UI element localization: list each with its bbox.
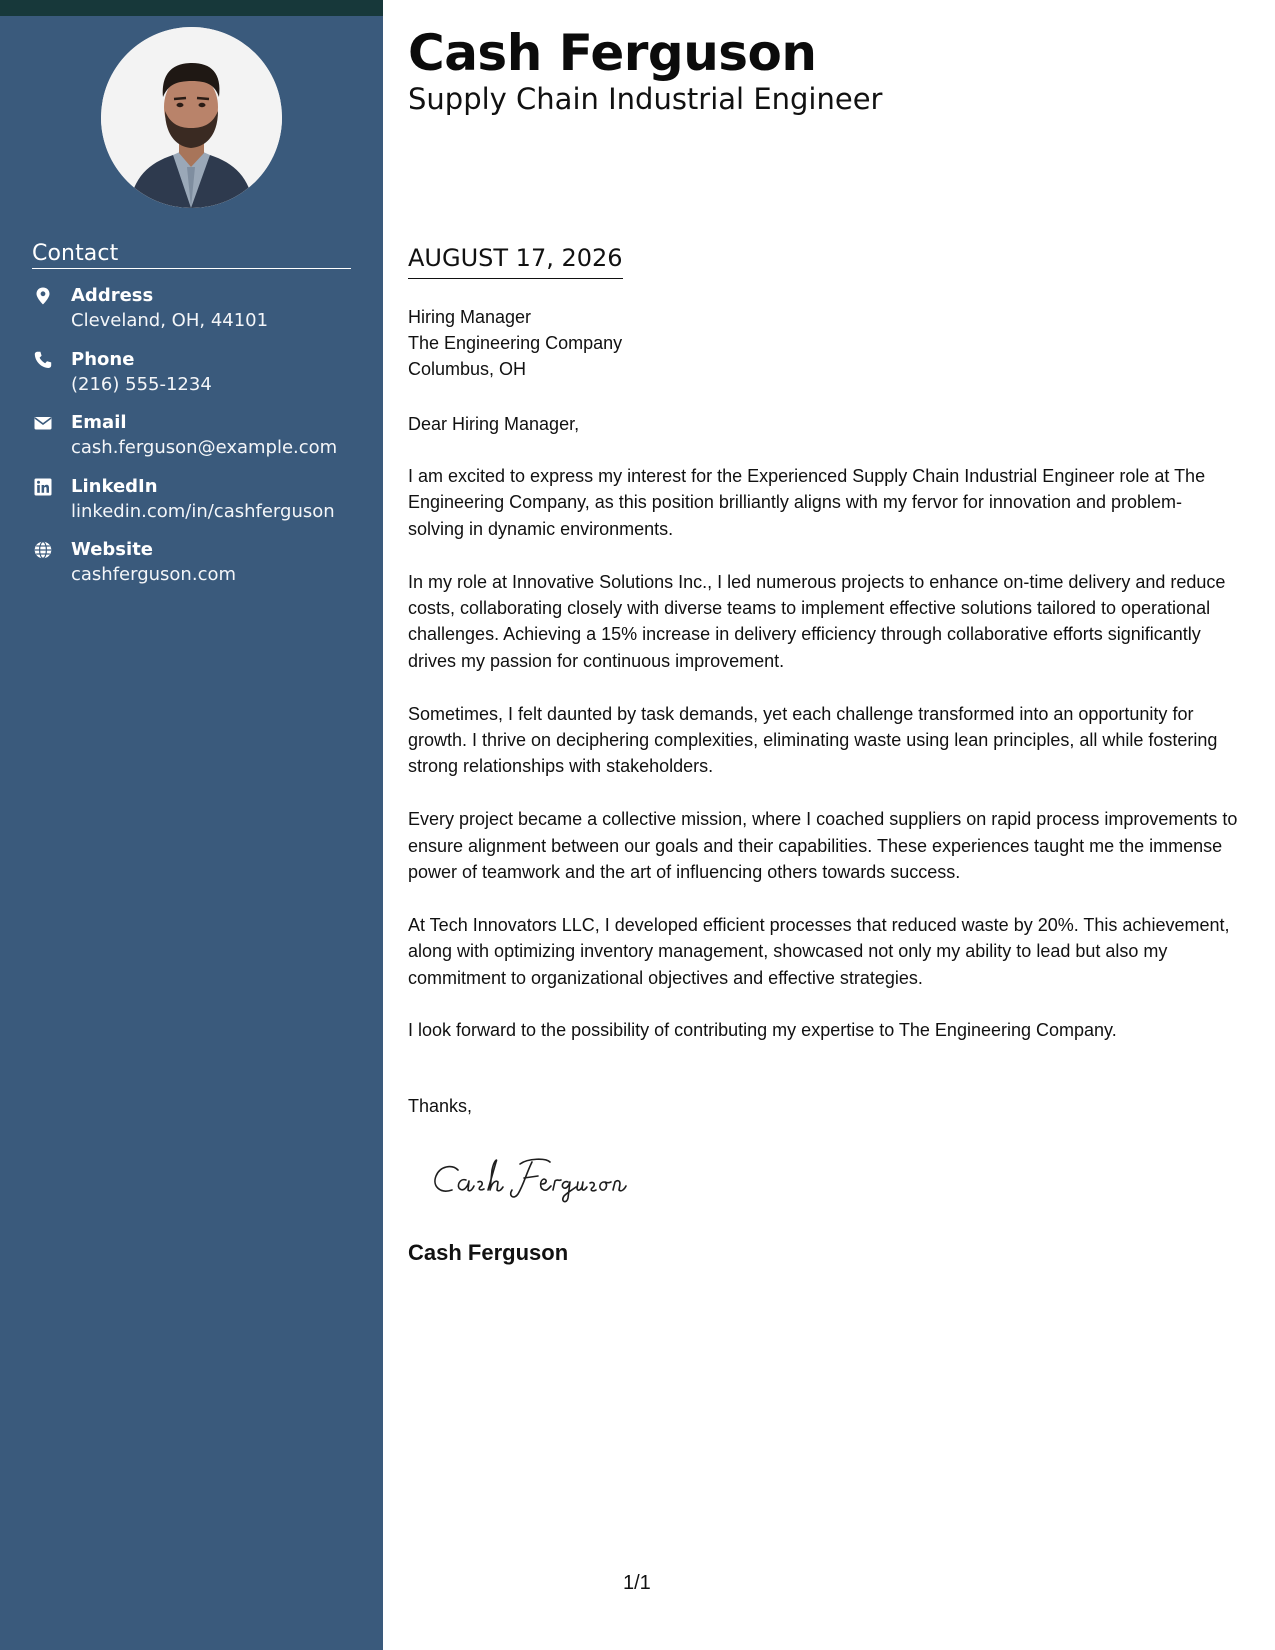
- job-title: Supply Chain Industrial Engineer: [408, 82, 883, 116]
- signer-name: Cash Ferguson: [408, 1240, 569, 1265]
- website-value[interactable]: cashferguson.com: [71, 564, 237, 585]
- address-label: Address: [71, 285, 154, 306]
- body-paragraph: Sometimes, I felt daunted by task demands, yet each challenge transformed into an opportunity for growth. I thrive on deciphering complexities, eliminating waste using lean principles, all while fostering strong relationships with stakeholders.: [408, 703, 1218, 777]
- recipient-location: Columbus, OH: [408, 359, 527, 379]
- contact-item-phone: [32, 349, 362, 413]
- body-paragraph: I look forward to the possibility of contributing my expertise to The Engineering Company.: [408, 1020, 1117, 1041]
- linkedin-icon: [34, 478, 54, 498]
- applicant-name: Cash Ferguson: [408, 24, 817, 82]
- address-value: Cleveland, OH, 44101: [71, 310, 269, 331]
- body-paragraph: At Tech Innovators LLC, I developed efficient processes that reduced waste by 20%. This achievement, along with optimizing inventory management, showcased not only my ability to lead but also my commitment to organizational objectives and effective strategies.: [408, 914, 1230, 988]
- email-label: Email: [71, 412, 127, 433]
- contact-heading: Contact: [32, 241, 351, 269]
- email-value[interactable]: cash.ferguson@example.com: [71, 437, 338, 458]
- avatar: [101, 27, 282, 208]
- contact-item-website: [32, 539, 362, 603]
- linkedin-label: LinkedIn: [71, 475, 158, 497]
- contact-item-linkedin: [32, 476, 362, 540]
- recipient-name: Hiring Manager: [408, 307, 532, 327]
- map-pin-icon: [34, 287, 54, 307]
- contact-item-email: [32, 412, 362, 476]
- sidebar: [0, 0, 383, 1650]
- envelope-icon: [34, 414, 54, 434]
- salutation: Dear Hiring Manager,: [408, 414, 580, 434]
- body-paragraph: In my role at Innovative Solutions Inc., I led numerous projects to enhance on-time delivery and reduce costs, collaborating closely with diverse teams to implement effective solutions tailored to operational challenges. Achieving a 15% increase in delivery efficiency through collaborative efforts significantly drives my passion for continuous improvement.: [408, 571, 1226, 671]
- body-paragraph: Every project became a collective mission, where I coached suppliers on rapid process improvements to ensure alignment between our goals and their capabilities. These experiences taught me the immense power of teamwork and the art of influencing others towards success.: [408, 809, 1238, 883]
- phone-value[interactable]: (216) 555-1234: [71, 373, 212, 395]
- handwritten-signature: [428, 1140, 668, 1210]
- globe-icon: [34, 541, 54, 561]
- contact-item-address: [32, 285, 362, 349]
- linkedin-value[interactable]: linkedin.com/in/cashferguson: [71, 500, 335, 522]
- closing: Thanks,: [408, 1096, 473, 1116]
- phone-icon: [34, 351, 54, 371]
- contact-list: [32, 285, 362, 603]
- body-paragraph: I am excited to express my interest for the Experienced Supply Chain Industrial Engineer role at The Engineering Company, as this position brilliantly aligns with my fervor for innovation and problem-solving in dynamic environments.: [408, 466, 1206, 539]
- letter-body: [408, 463, 1238, 1070]
- letter-date: AUGUST 17, 2026: [408, 244, 623, 279]
- recipient-company: The Engineering Company: [408, 333, 623, 353]
- recipient-block: [408, 304, 622, 382]
- website-label: Website: [71, 539, 154, 560]
- phone-label: Phone: [71, 348, 135, 370]
- sidebar-top-bar: [0, 0, 383, 16]
- page-number: 1/1: [623, 1572, 651, 1594]
